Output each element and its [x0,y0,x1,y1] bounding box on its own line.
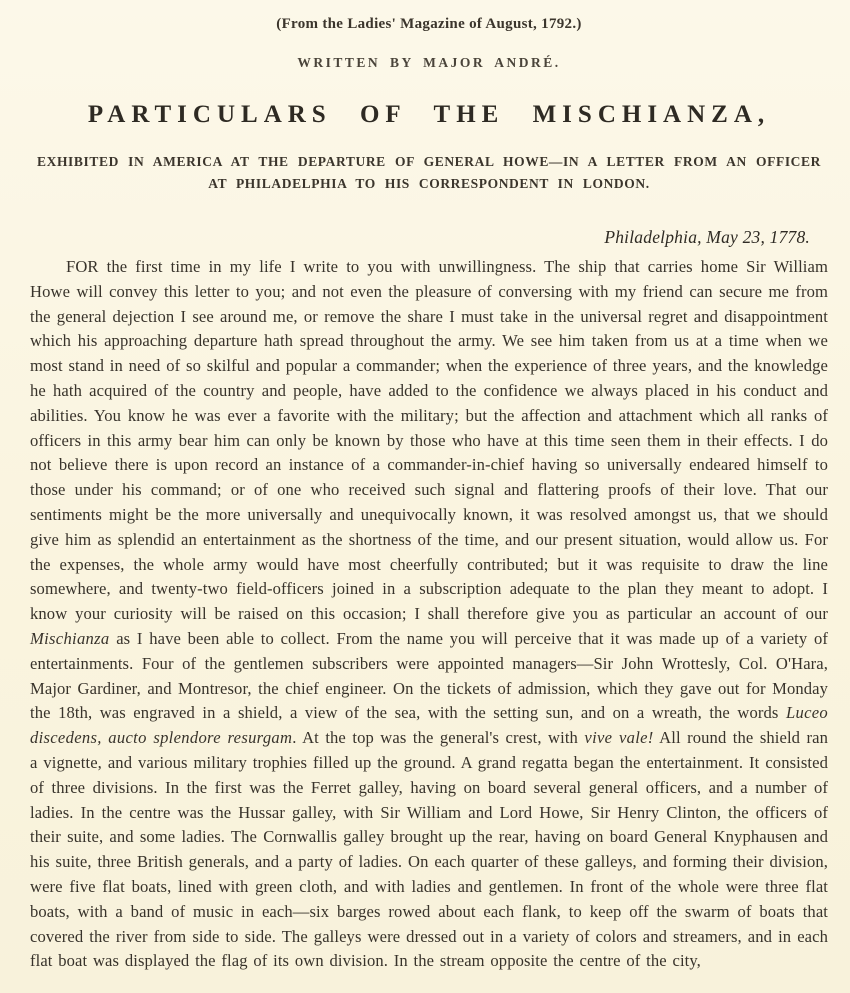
letter-body: FOR the first time in my life I write to you with unwillingness. The ship that carries home Sir William Howe will convey this letter to you; and not even the pleasure of conversing with my friend can secure me from the general dejection I see around me, or remove the share I must take in the universal regret and disappointment which his approaching departure hath spread throughout the army. We see him taken from us at a time when we most stand in need of so skilful and popular a commander; when the experience of three years, and the knowledge he hath acquired of the country and people, have added to the confidence we always placed in his conduct and abilities. You know he was ever a favorite with the military; but the affection and attachment which all ranks of officers in this army bear him can only be known by those who have at this time seen them in their effects. I do not believe there is upon record an instance of a commander-in-chief having so universally endeared himself to those under his command; or of one who received such signal and flattering proofs of their love. That our sentiments might be the more universally and unequivocally known, it was resolved amongst us, that we should give him as splendid an entertainment as the shortness of the time, and our present situation, would allow us. For the expenses, the whole army would have most cheerfully contributed; but it was requisite to draw the line somewhere, and twenty-two field-officers joined in a subscription adequate to the plan they meant to adopt. I know your curiosity will be raised on this occasion; I shall therefore give you as particular an account of our Mischianza as I have been able to collect. From the name you will perceive that it was made up of a variety of entertainments. Four of the gentlemen subscribers were appointed managers—Sir John Wrottesly, Col. O'Hara, Major Gardiner, and Montresor, the chief engineer. On the tickets of admission, which they gave out for Monday the 18th, was engraved in a shield, a view of the sea, with the setting sun, and on a wreath, the words Luceo discedens, aucto splendore resurgam. At the top was the general's crest, with vive vale! All round the shield ran a vignette, and various military trophies filled up the ground. A grand regatta began the entertainment. It consisted of three divisions. In the first was the Ferret galley, having on board several general officers, and a number of ladies. In the centre was the Hussar galley, with Sir William and Lord Howe, Sir Henry Clinton, the officers of their suite, and some ladies. The Cornwallis galley brought up the rear, having on board General Knyphausen and his suite, three British generals, and a party of ladies. On each quarter of these galleys, and forming their division, were five flat boats, lined with green cloth, and with ladies and gentlemen. In front of the whole were three flat boats, with a band of music in each—six barges rowed about each flank, to keep off the swarm of boats that covered the river from side to side. The galleys were dressed out in a variety of colors and streamers, and in each flat boat was displayed the flag of its own division. In the stream opposite the centre of the city, [30,257,829,971]
source-attribution: (From the Ladies' Magazine of August, 1792.) [276,16,582,32]
subtitle: EXHIBITED IN AMERICA AT THE DEPARTURE OF GENERAL HOWE—IN A LETTER FROM AN OFFICER AT PHILADELPHIA TO HIS CORRESPONDENT IN LONDON. [37,154,821,191]
dateline: Philadelphia, May 23, 1778. [604,227,810,247]
page-title: PARTICULARS OF THE MISCHIANZA, [87,101,771,128]
byline: WRITTEN BY MAJOR ANDRÉ. [297,55,561,70]
